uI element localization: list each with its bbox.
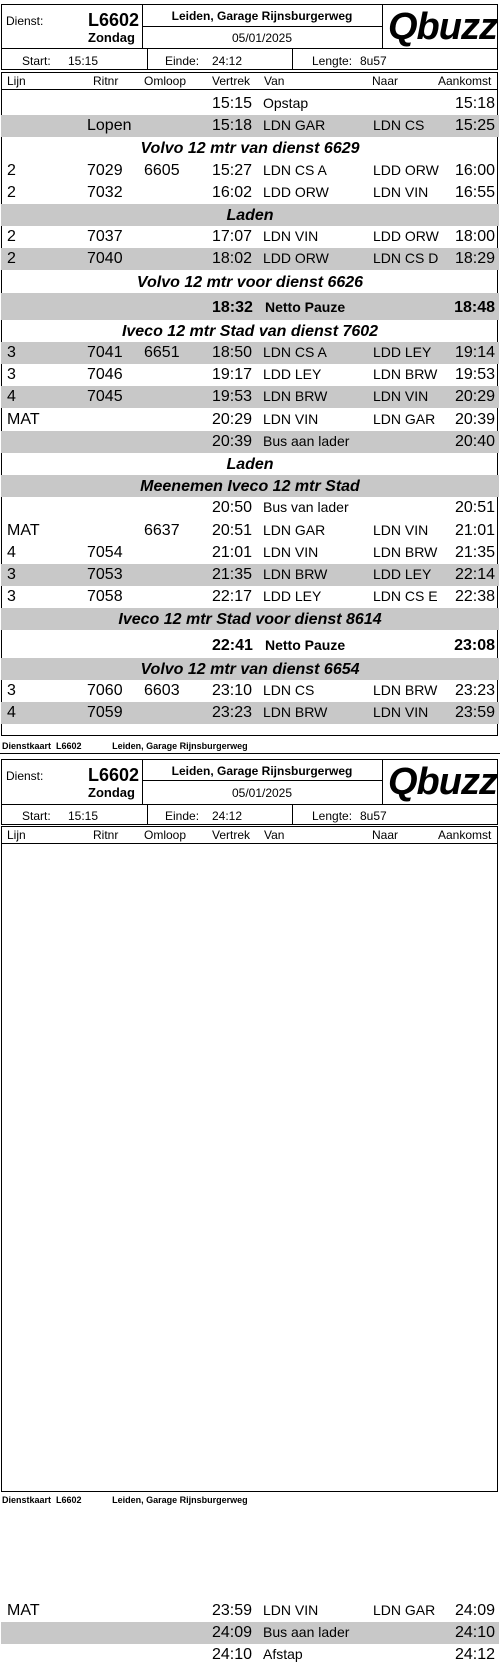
cell-lijn: 3 bbox=[7, 344, 16, 361]
cell-lijn: 2 bbox=[7, 183, 16, 201]
section-heading bbox=[1, 608, 499, 630]
cell-naar: LDN VIN bbox=[373, 704, 429, 720]
cell-aankomst: 15:25 bbox=[454, 117, 495, 135]
page-2 bbox=[0, 755, 500, 1664]
cell-van: LDN CS bbox=[263, 681, 315, 698]
table-row bbox=[1, 1644, 499, 1666]
col-ritnr-2: Ritnr bbox=[93, 828, 119, 842]
dienst-label-2: Dienst: bbox=[6, 769, 44, 783]
footer-code-2: L6602 bbox=[56, 1495, 82, 1505]
date: 05/01/2025 bbox=[231, 31, 293, 45]
lengte-value-2: 8u57 bbox=[360, 809, 387, 823]
lengte-label: Lengte: bbox=[312, 54, 353, 68]
table-row bbox=[1, 702, 499, 724]
table-row bbox=[1, 115, 499, 137]
cell-van: LDD ORW bbox=[263, 183, 329, 200]
cell-aankomst: 16:00 bbox=[454, 161, 495, 179]
start-value-2: 15:15 bbox=[68, 809, 99, 823]
col-naar: Naar bbox=[372, 74, 399, 88]
cell-aankomst: 20:39 bbox=[454, 410, 495, 428]
section-title: Laden bbox=[226, 456, 274, 473]
date-2: 05/01/2025 bbox=[231, 786, 293, 800]
cell-lijn: 4 bbox=[7, 388, 16, 406]
col-omloop: Omloop bbox=[144, 74, 187, 88]
cell-van: LDD LEY bbox=[263, 366, 322, 383]
cell-vertrek: 19:17 bbox=[212, 366, 253, 384]
footer-location: Leiden, Garage Rijnsburgerweg bbox=[112, 741, 248, 751]
section-heading bbox=[1, 204, 499, 226]
table-row bbox=[1, 520, 499, 542]
cell-aankomst: 16:55 bbox=[454, 183, 495, 201]
table-row bbox=[1, 564, 499, 586]
cell-naar: LDN CS bbox=[373, 117, 425, 134]
footer-2 bbox=[2, 1496, 248, 1505]
dienst-day-2: Zondag bbox=[88, 785, 135, 800]
cell-vertrek: 23:59 bbox=[212, 1602, 253, 1619]
footer-location-2: Leiden, Garage Rijnsburgerweg bbox=[112, 1495, 248, 1505]
cell-naar: LDN GAR bbox=[373, 1602, 436, 1618]
section-heading bbox=[1, 475, 499, 497]
cell-aankomst: 22:14 bbox=[454, 566, 495, 583]
qbuzz-logo-2: Qbuzz bbox=[388, 761, 497, 803]
cell-van: Bus van lader bbox=[263, 499, 349, 516]
cell-van: LDN CS A bbox=[263, 344, 327, 360]
cell-aankomst: 19:14 bbox=[454, 344, 495, 361]
cell-ritnr: 7041 bbox=[87, 344, 123, 361]
table-row bbox=[1, 342, 499, 364]
cell-naar: LDN VIN bbox=[373, 388, 429, 405]
cell-vertrek: 19:53 bbox=[212, 388, 253, 406]
section-title: Volvo 12 mtr van dienst 6629 bbox=[140, 140, 360, 158]
footer-label: Dienstkaart bbox=[2, 741, 52, 751]
cell-aankomst: 20:29 bbox=[454, 388, 495, 406]
cell-vertrek: 23:23 bbox=[212, 704, 253, 721]
cell-vertrek: 23:10 bbox=[212, 681, 253, 699]
table-row bbox=[1, 586, 499, 608]
start-value: 15:15 bbox=[68, 54, 99, 68]
cell-van: LDN GAR bbox=[263, 117, 326, 134]
cell-naar: LDN GAR bbox=[373, 410, 436, 427]
einde-value: 24:12 bbox=[212, 54, 243, 68]
cell-naar: LDN BRW bbox=[373, 543, 438, 560]
cell-vertrek: 18:02 bbox=[212, 250, 253, 268]
cell-lijn: MAT bbox=[7, 1602, 40, 1619]
cell-aankomst: 20:40 bbox=[454, 432, 495, 450]
section-heading bbox=[1, 658, 499, 680]
section-title: Laden bbox=[226, 207, 274, 224]
cell-naar: LDN BRW bbox=[373, 366, 438, 383]
cell-naar: LDD ORW bbox=[373, 161, 439, 178]
col-aankomst-2: Aankomst bbox=[438, 828, 492, 842]
cell-vertrek: 20:50 bbox=[212, 499, 253, 517]
cell-omloop: 6603 bbox=[144, 681, 180, 699]
cell-ritnr: 7032 bbox=[87, 183, 123, 201]
cell-vertrek: 22:17 bbox=[212, 588, 253, 606]
cell-aankomst: 19:53 bbox=[454, 366, 495, 384]
cell-vertrek: 24:09 bbox=[212, 1624, 253, 1642]
pause-start: 22:41 bbox=[212, 636, 253, 654]
dienst-label: Dienst: bbox=[6, 14, 44, 28]
einde-label: Einde: bbox=[165, 54, 200, 68]
cell-van: Bus aan lader bbox=[263, 1624, 350, 1641]
section-heading bbox=[1, 271, 499, 293]
cell-van: Afstap bbox=[263, 1646, 303, 1663]
location-2: Leiden, Garage Rijnsburgerweg bbox=[171, 764, 353, 778]
cell-aankomst: 24:10 bbox=[454, 1624, 495, 1642]
col-aankomst: Aankomst bbox=[438, 74, 492, 88]
cell-van: LDN VIN bbox=[263, 543, 319, 560]
einde-value-2: 24:12 bbox=[212, 809, 243, 823]
cell-ritnr: 7060 bbox=[87, 681, 123, 699]
pause-row bbox=[1, 293, 499, 320]
cell-van: LDN BRW bbox=[263, 566, 328, 582]
cell-naar: LDD ORW bbox=[373, 228, 439, 245]
cell-vertrek: 24:10 bbox=[212, 1646, 253, 1664]
section-title: Iveco 12 mtr Stad voor dienst 8614 bbox=[118, 611, 382, 629]
cell-naar: LDN CS D bbox=[373, 250, 439, 267]
cell-van: LDN VIN bbox=[263, 1602, 319, 1618]
cell-ritnr: 7045 bbox=[87, 388, 123, 406]
cell-vertrek: 20:51 bbox=[212, 521, 253, 539]
cell-lijn: 3 bbox=[7, 681, 16, 699]
table-row bbox=[1, 364, 499, 386]
cell-lijn: 3 bbox=[7, 366, 16, 384]
table-row bbox=[1, 409, 499, 431]
cell-vertrek: 18:50 bbox=[212, 344, 253, 361]
cell-lijn: 2 bbox=[7, 250, 16, 268]
table-row bbox=[1, 248, 499, 270]
cell-vertrek: 16:02 bbox=[212, 183, 253, 201]
table-row bbox=[1, 386, 499, 408]
cell-aankomst: 18:29 bbox=[454, 250, 495, 268]
footer-label-2: Dienstkaart bbox=[2, 1495, 52, 1505]
cell-van: LDD LEY bbox=[263, 588, 322, 605]
cell-aankomst: 22:38 bbox=[454, 588, 495, 606]
cell-ritnr: 7037 bbox=[87, 228, 123, 246]
cell-van: Opstap bbox=[263, 95, 309, 111]
cell-ritnr: 7058 bbox=[87, 588, 123, 606]
table-row bbox=[1, 93, 499, 115]
cell-ritnr: 7059 bbox=[87, 704, 123, 721]
cell-naar: LDD LEY bbox=[373, 344, 432, 360]
cell-aankomst: 23:23 bbox=[454, 681, 495, 699]
cell-omloop: 6651 bbox=[144, 344, 180, 361]
pause-end: 18:48 bbox=[454, 298, 495, 316]
table-row bbox=[1, 226, 499, 248]
cell-omloop: 6637 bbox=[144, 521, 180, 539]
section-heading bbox=[1, 137, 499, 159]
footer bbox=[2, 742, 248, 751]
cell-lijn: 4 bbox=[7, 704, 16, 721]
cell-vertrek: 21:35 bbox=[212, 566, 253, 583]
cell-aankomst: 18:00 bbox=[454, 228, 495, 246]
cell-van: LDD ORW bbox=[263, 250, 329, 267]
dienst-day: Zondag bbox=[88, 30, 135, 45]
cell-naar: LDD LEY bbox=[373, 566, 432, 582]
pause-label: Netto Pauze bbox=[265, 636, 346, 653]
qbuzz-logo: Qbuzz bbox=[388, 6, 497, 48]
cell-ritnr: 7054 bbox=[87, 543, 123, 561]
table-row bbox=[1, 680, 499, 702]
cell-vertrek: 17:07 bbox=[212, 228, 253, 246]
cell-van: LDN VIN bbox=[263, 228, 319, 245]
cell-lijn: 4 bbox=[7, 543, 16, 561]
cell-aankomst: 23:59 bbox=[454, 704, 495, 721]
lengte-value: 8u57 bbox=[360, 54, 387, 68]
table-row bbox=[1, 497, 499, 519]
col-lijn: Lijn bbox=[7, 74, 26, 88]
cell-aankomst: 24:09 bbox=[454, 1602, 495, 1619]
cell-van: LDN BRW bbox=[263, 388, 328, 405]
cell-vertrek: 20:29 bbox=[212, 410, 253, 428]
cell-van: LDN CS A bbox=[263, 161, 327, 178]
cell-aankomst: 20:51 bbox=[454, 499, 495, 517]
table-frame-2 bbox=[1, 844, 498, 1492]
table-row bbox=[1, 182, 499, 204]
section-heading bbox=[1, 453, 499, 475]
section-heading bbox=[1, 320, 499, 342]
lengte-label-2: Lengte: bbox=[312, 809, 353, 823]
section-title: Meenemen Iveco 12 mtr Stad bbox=[140, 478, 360, 496]
cell-vertrek: 15:15 bbox=[212, 95, 253, 112]
cell-ritnr: 7046 bbox=[87, 366, 123, 384]
cell-lijn: 2 bbox=[7, 228, 16, 246]
cell-ritnr: Lopen bbox=[87, 117, 132, 135]
col-ritnr: Ritnr bbox=[93, 74, 119, 88]
section-title: Volvo 12 mtr van dienst 6654 bbox=[140, 660, 360, 678]
col-van: Van bbox=[264, 74, 285, 88]
section-title: Iveco 12 mtr Stad van dienst 7602 bbox=[121, 322, 379, 340]
col-naar-2: Naar bbox=[372, 828, 399, 842]
col-lijn-2: Lijn bbox=[7, 828, 26, 842]
start-label: Start: bbox=[22, 54, 51, 68]
cell-aankomst: 24:12 bbox=[454, 1646, 495, 1664]
col-vertrek: Vertrek bbox=[212, 74, 251, 88]
pause-row bbox=[1, 631, 499, 658]
col-van-2: Van bbox=[264, 828, 285, 842]
cell-ritnr: 7040 bbox=[87, 250, 123, 268]
cell-aankomst: 15:18 bbox=[454, 95, 495, 112]
cell-lijn: 3 bbox=[7, 566, 16, 583]
table-row bbox=[1, 542, 499, 564]
cell-lijn: 2 bbox=[7, 161, 16, 179]
pause-start: 18:32 bbox=[212, 298, 253, 316]
start-label-2: Start: bbox=[22, 809, 51, 823]
pause-label: Netto Pauze bbox=[265, 298, 346, 315]
cell-naar: LDN VIN bbox=[373, 521, 429, 538]
cell-vertrek: 15:27 bbox=[212, 161, 253, 179]
cell-aankomst: 21:01 bbox=[454, 521, 495, 539]
cell-aankomst: 21:35 bbox=[454, 543, 495, 561]
dienst-code-2: L6602 bbox=[88, 765, 140, 785]
cell-vertrek: 21:01 bbox=[212, 543, 253, 561]
section-title: Volvo 12 mtr voor dienst 6626 bbox=[136, 273, 364, 291]
location: Leiden, Garage Rijnsburgerweg bbox=[171, 9, 353, 23]
footer-code: L6602 bbox=[56, 741, 82, 751]
cell-van: LDN VIN bbox=[263, 410, 319, 427]
einde-label-2: Einde: bbox=[165, 809, 200, 823]
cell-ritnr: 7029 bbox=[87, 161, 123, 179]
cell-van: LDN BRW bbox=[263, 704, 328, 720]
table-row bbox=[1, 1600, 499, 1622]
page-1 bbox=[0, 0, 500, 752]
cell-vertrek: 20:39 bbox=[212, 432, 253, 450]
cell-vertrek: 15:18 bbox=[212, 117, 253, 135]
cell-naar: LDN VIN bbox=[373, 183, 429, 200]
cell-omloop: 6605 bbox=[144, 161, 180, 179]
cell-lijn: MAT bbox=[7, 521, 40, 539]
col-omloop-2: Omloop bbox=[144, 828, 187, 842]
cell-naar: LDN BRW bbox=[373, 681, 438, 698]
cell-van: Bus aan lader bbox=[263, 432, 350, 449]
table-row bbox=[1, 160, 499, 182]
cell-lijn: MAT bbox=[7, 410, 40, 428]
pause-end: 23:08 bbox=[454, 636, 495, 654]
cell-lijn: 3 bbox=[7, 588, 16, 606]
cell-ritnr: 7053 bbox=[87, 566, 123, 583]
cell-naar: LDN CS E bbox=[373, 588, 438, 605]
col-vertrek-2: Vertrek bbox=[212, 828, 251, 842]
table-row bbox=[1, 431, 499, 453]
dienst-code: L6602 bbox=[88, 10, 140, 30]
cell-van: LDN GAR bbox=[263, 521, 326, 538]
table-row bbox=[1, 1622, 499, 1644]
